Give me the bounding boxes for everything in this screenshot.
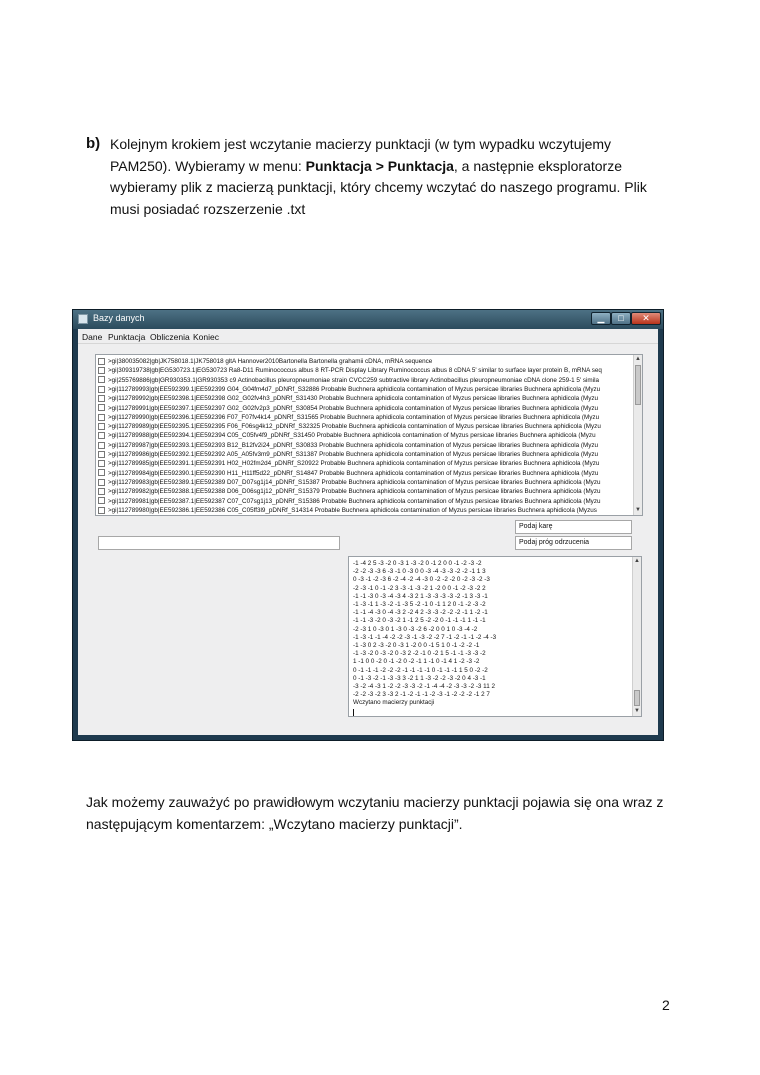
matrix-row: -2 -3 -1 0 -1 -2 3 -3 -1 -3 -2 1 -2 0 0 -1 -2 -3 -2 2 — [353, 584, 486, 592]
row-checkbox[interactable] — [98, 367, 105, 374]
threshold-input[interactable]: Podaj próg odrzucenia — [515, 536, 632, 550]
row-checkbox[interactable] — [98, 432, 105, 439]
menu-dane[interactable]: Dane — [82, 332, 103, 342]
sequence-label: >gi|112789983|gb|EE592389.1|EE592389 D07_D07sg1j14_pDNRf_S15387 Probable Buchnera aphidicola contamination of Myzus persicae libraries Buchnera aphidicola (Myzu — [108, 478, 601, 486]
scroll-thumb[interactable] — [634, 690, 640, 706]
matrix-row: 1 -1 0 0 -2 0 -1 -2 0 -2 -1 1 -1 0 -1 4 1 -2 -3 -2 — [353, 658, 480, 666]
sequence-label: >gi|255769886|gb|GR930353.1|GR930353 c9 Actinobacillus pleuropneumoniae strain CVCC259 subtractive library Actinobacillus pleuropneumoniae cDNA clone 259-1 5' simila — [108, 376, 599, 384]
matrix-scrollbar[interactable] — [632, 557, 641, 716]
list-item[interactable] — [98, 506, 597, 516]
instruction-text-segment: PAM250). Wybieramy w menu: — [110, 157, 306, 174]
text-caret — [353, 709, 354, 716]
app-window — [72, 309, 664, 741]
instruction-text — [110, 134, 670, 220]
menu-punktacja[interactable]: Punktacja — [108, 332, 146, 342]
step-label: b) — [86, 135, 101, 152]
menu-koniec[interactable]: Koniec — [193, 332, 219, 342]
matrix-row: -1 -4 2 5 -3 -2 0 -3 1 -3 -2 0 -1 2 0 0 -1 -2 -3 -2 — [353, 560, 482, 567]
matrix-row: -1 -1 -4 -3 0 -4 -3 2 -2 4 2 -3 -3 -2 -2 -2 -1 1 -2 -1 — [353, 609, 488, 617]
sequence-label: >gi|309319738|gb|EG530723.1|EG530723 Ra8-D11 Ruminococcus albus 8 RT-PCR Display Library Ruminococcus albus 8 cDNA 5' similar to surface layer protein B, mRNA seq — [108, 367, 602, 375]
summary-line: następującym komentarzem: „Wczytano macierzy punktacji”. — [86, 815, 463, 832]
window-client-area — [78, 329, 658, 735]
penalty-input[interactable]: Podaj karę — [515, 520, 632, 534]
page-number: 2 — [662, 997, 670, 1013]
instruction-line: musi posiadać rozszerzenie .txt — [110, 200, 306, 217]
row-checkbox[interactable] — [98, 460, 105, 467]
text-input[interactable] — [98, 536, 340, 550]
matrix-row: 0 -3 -1 -2 -3 6 -2 -4 -2 -4 -3 0 -2 -2 -2 0 -2 -3 -2 -3 — [353, 576, 490, 584]
sequence-label: >gi|380035082|gb|JK758018.1|JK758018 gltA Hannover2010Bartonella Bartonella grahamii cDNA, mRNA sequence — [108, 358, 433, 365]
sequence-label: >gi|112789988|gb|EE592394.1|EE592394 C05_C05fv4f9_pDNRf_S31450 Probable Buchnera aphidicola contamination of Myzus persicae libraries Buchnera aphidicola (Myzu — [108, 432, 596, 440]
row-checkbox[interactable] — [98, 358, 105, 365]
app-icon — [78, 314, 88, 324]
scoring-matrix-output[interactable] — [348, 556, 642, 717]
instruction-line — [110, 156, 670, 178]
row-checkbox[interactable] — [98, 442, 105, 449]
sequence-label: >gi|112789991|gb|EE592397.1|EE592397 G02_G02fv2p3_pDNRf_S30854 Probable Buchnera aphidicola contamination of Myzus persicae libraries Buchnera aphidicola (Myzu — [108, 404, 599, 412]
sequence-label: >gi|112789981|gb|EE592387.1|EE592387 C07_C07sg1j13_pDNRf_S15386 Probable Buchnera aphidicola contamination of Myzus persicae libraries Buchnera aphidicola (Myzu — [108, 497, 601, 505]
sequence-label: >gi|112789982|gb|EE592388.1|EE592388 D06_D06sg1j12_pDNRf_S15379 Probable Buchnera aphidicola contamination of Myzus persicae libraries Buchnera aphidicola (Myzu — [108, 488, 601, 496]
matrix-row: -1 -3 -2 0 -3 -2 0 -3 2 -2 -1 0 -2 1 5 -1 -1 -3 -3 -2 — [353, 650, 486, 658]
matrix-row: 0 -1 -3 -2 -1 -3 -3 3 -2 1 1 -3 -2 -2 -3 -2 0 4 -3 -1 — [353, 674, 486, 682]
matrix-row: -1 -3 0 2 -3 -2 0 -3 1 -2 0 0 -1 5 1 0 -1 -2 -2 -1 — [353, 642, 480, 649]
row-checkbox[interactable] — [98, 497, 105, 504]
scroll-down-icon[interactable]: ▼ — [634, 708, 640, 714]
row-checkbox[interactable] — [98, 386, 105, 393]
row-checkbox[interactable] — [98, 376, 105, 383]
matrix-row: -2 -3 1 0 -3 0 1 -3 0 -3 -2 6 -2 0 0 1 0 -3 -4 -2 — [353, 625, 478, 633]
row-checkbox[interactable] — [98, 414, 105, 421]
menu-path: Punktacja > Punktacja — [305, 157, 454, 174]
menu-bar — [78, 329, 658, 344]
sequence-list-scrollbar[interactable] — [633, 355, 642, 515]
row-checkbox[interactable] — [98, 469, 105, 476]
matrix-row: -3 -2 -4 -3 1 -2 -2 -3 -3 -2 -1 -4 -4 -2 -3 -3 -2 -3 11 2 — [353, 683, 495, 690]
scroll-up-icon[interactable]: ▲ — [634, 558, 640, 564]
sequence-label: >gi|112789990|gb|EE592396.1|EE592396 F07_F07fv4k14_pDNRf_S31565 Probable Buchnera aphidicola contamination of Myzus persicae libraries Buchnera aphidicola (Myzu — [108, 413, 600, 421]
matrix-row: -2 -2 -3 -3 6 -3 -1 0 -3 0 0 -3 -4 -3 -3 -2 -2 -1 1 3 — [353, 568, 486, 576]
close-button[interactable]: ✕ — [631, 312, 661, 325]
sequence-list[interactable] — [95, 354, 643, 516]
instruction-line: wybieramy plik z macierzą punktacji, który chcemy wczytać do naszego programu. Plik — [110, 179, 647, 195]
matrix-row: -2 -2 -3 -2 3 -3 2 -1 -2 -1 -1 -2 -3 -1 -2 -2 -2 -1 2 7 — [353, 691, 490, 699]
matrix-status: Wczytano macierzy punktacji — [353, 699, 435, 707]
row-checkbox[interactable] — [98, 404, 105, 411]
matrix-row: -1 -3 -1 -1 -4 -2 -2 -3 -1 -3 -2 -2 7 -1 -2 -1 -1 -2 -4 -3 — [353, 633, 497, 641]
sequence-label: >gi|112789992|gb|EE592398.1|EE592398 G02_G02fv4h3_pDNRf_S31430 Probable Buchnera aphidicola contamination of Myzus persicae libraries Buchnera aphidicola (Myzu — [108, 395, 599, 403]
maximize-button[interactable]: □ — [611, 312, 631, 325]
sequence-label: >gi|112789984|gb|EE592390.1|EE592390 H11_H11ff5d22_pDNRf_S14847 Probable Buchnera aphidicola contamination of Myzus persicae libraries Buchnera aphidicola (Myzu — [108, 469, 599, 477]
sequence-label: >gi|112789989|gb|EE592395.1|EE592395 F06_F06sg4k12_pDNRf_S32325 Probable Buchnera aphidicola contamination of Myzus persicae libraries Buchnera aphidicola (Myzu — [108, 423, 601, 431]
instruction-text-segment: , a następnie eksploratorze — [453, 157, 623, 174]
row-checkbox[interactable] — [98, 488, 105, 495]
summary-line: Jak możemy zauważyć po prawidłowym wczytaniu macierzy punktacji pojawia się ona wraz z — [86, 794, 664, 810]
minimize-button[interactable]: ▁ — [591, 312, 611, 325]
row-checkbox[interactable] — [98, 507, 105, 514]
scroll-down-icon[interactable]: ▼ — [635, 507, 641, 513]
menu-obliczenia[interactable]: Obliczenia — [150, 332, 190, 342]
window-title: Bazy danych — [93, 313, 145, 323]
row-checkbox[interactable] — [98, 479, 105, 486]
row-checkbox[interactable] — [98, 395, 105, 402]
matrix-row: 0 -1 -1 -1 -2 -2 -2 -1 -1 -1 -1 0 -1 -1 -1 1 5 0 -2 -2 — [353, 666, 488, 674]
scroll-up-icon[interactable]: ▲ — [635, 356, 641, 362]
row-checkbox[interactable] — [98, 451, 105, 458]
scroll-thumb[interactable] — [635, 365, 641, 405]
matrix-row: -1 -3 -1 1 -3 -2 -1 -3 5 -2 -1 0 -1 1 2 0 -1 -2 -3 -2 — [353, 601, 486, 608]
sequence-label: >gi|112789980|gb|EE592386.1|EE592386 C05_C05ff3l9_pDNRf_S14314 Probable Buchnera aphidicola contamination of Myzus persicae libraries Buchnera aphidicola (Myzus — [108, 506, 597, 514]
instruction-line: Kolejnym krokiem jest wczytanie macierzy punktacji (w tym wypadku wczytujemy — [110, 136, 612, 152]
sequence-label: >gi|112789993|gb|EE592399.1|EE592399 G04_G04fm4d7_pDNRf_S32886 Probable Buchnera aphidicola contamination of Myzus persicae libraries Buchnera aphidicola (Myzu — [108, 385, 601, 393]
summary-paragraph — [86, 792, 686, 835]
row-checkbox[interactable] — [98, 423, 105, 430]
sequence-label: >gi|112789987|gb|EE592393.1|EE592393 B12_B12fv2i24_pDNRf_S30833 Probable Buchnera aphidicola contamination of Myzus persicae libraries Buchnera aphidicola (Myzu — [108, 441, 599, 449]
sequence-label: >gi|112789986|gb|EE592392.1|EE592392 A05_A05fv3m9_pDNRf_S31387 Probable Buchnera aphidicola contamination of Myzus persicae libraries Buchnera aphidicola (Myzu — [108, 451, 599, 458]
title-bar[interactable] — [73, 310, 663, 329]
matrix-row: -1 -1 -3 -2 0 -3 -2 1 -1 2 5 -2 -2 0 -1 -1 -1 1 -1 -1 — [353, 617, 486, 625]
sequence-label: >gi|112789985|gb|EE592391.1|EE592391 H02_H02fm2d4_pDNRf_S20922 Probable Buchnera aphidicola contamination of Myzus persicae libraries Buchnera aphidicola (Myzu — [108, 460, 600, 468]
matrix-row: -1 -1 -3 0 -3 -4 -3 4 -3 2 1 -3 -3 -3 -3 -2 -1 3 -3 -1 — [353, 592, 488, 600]
